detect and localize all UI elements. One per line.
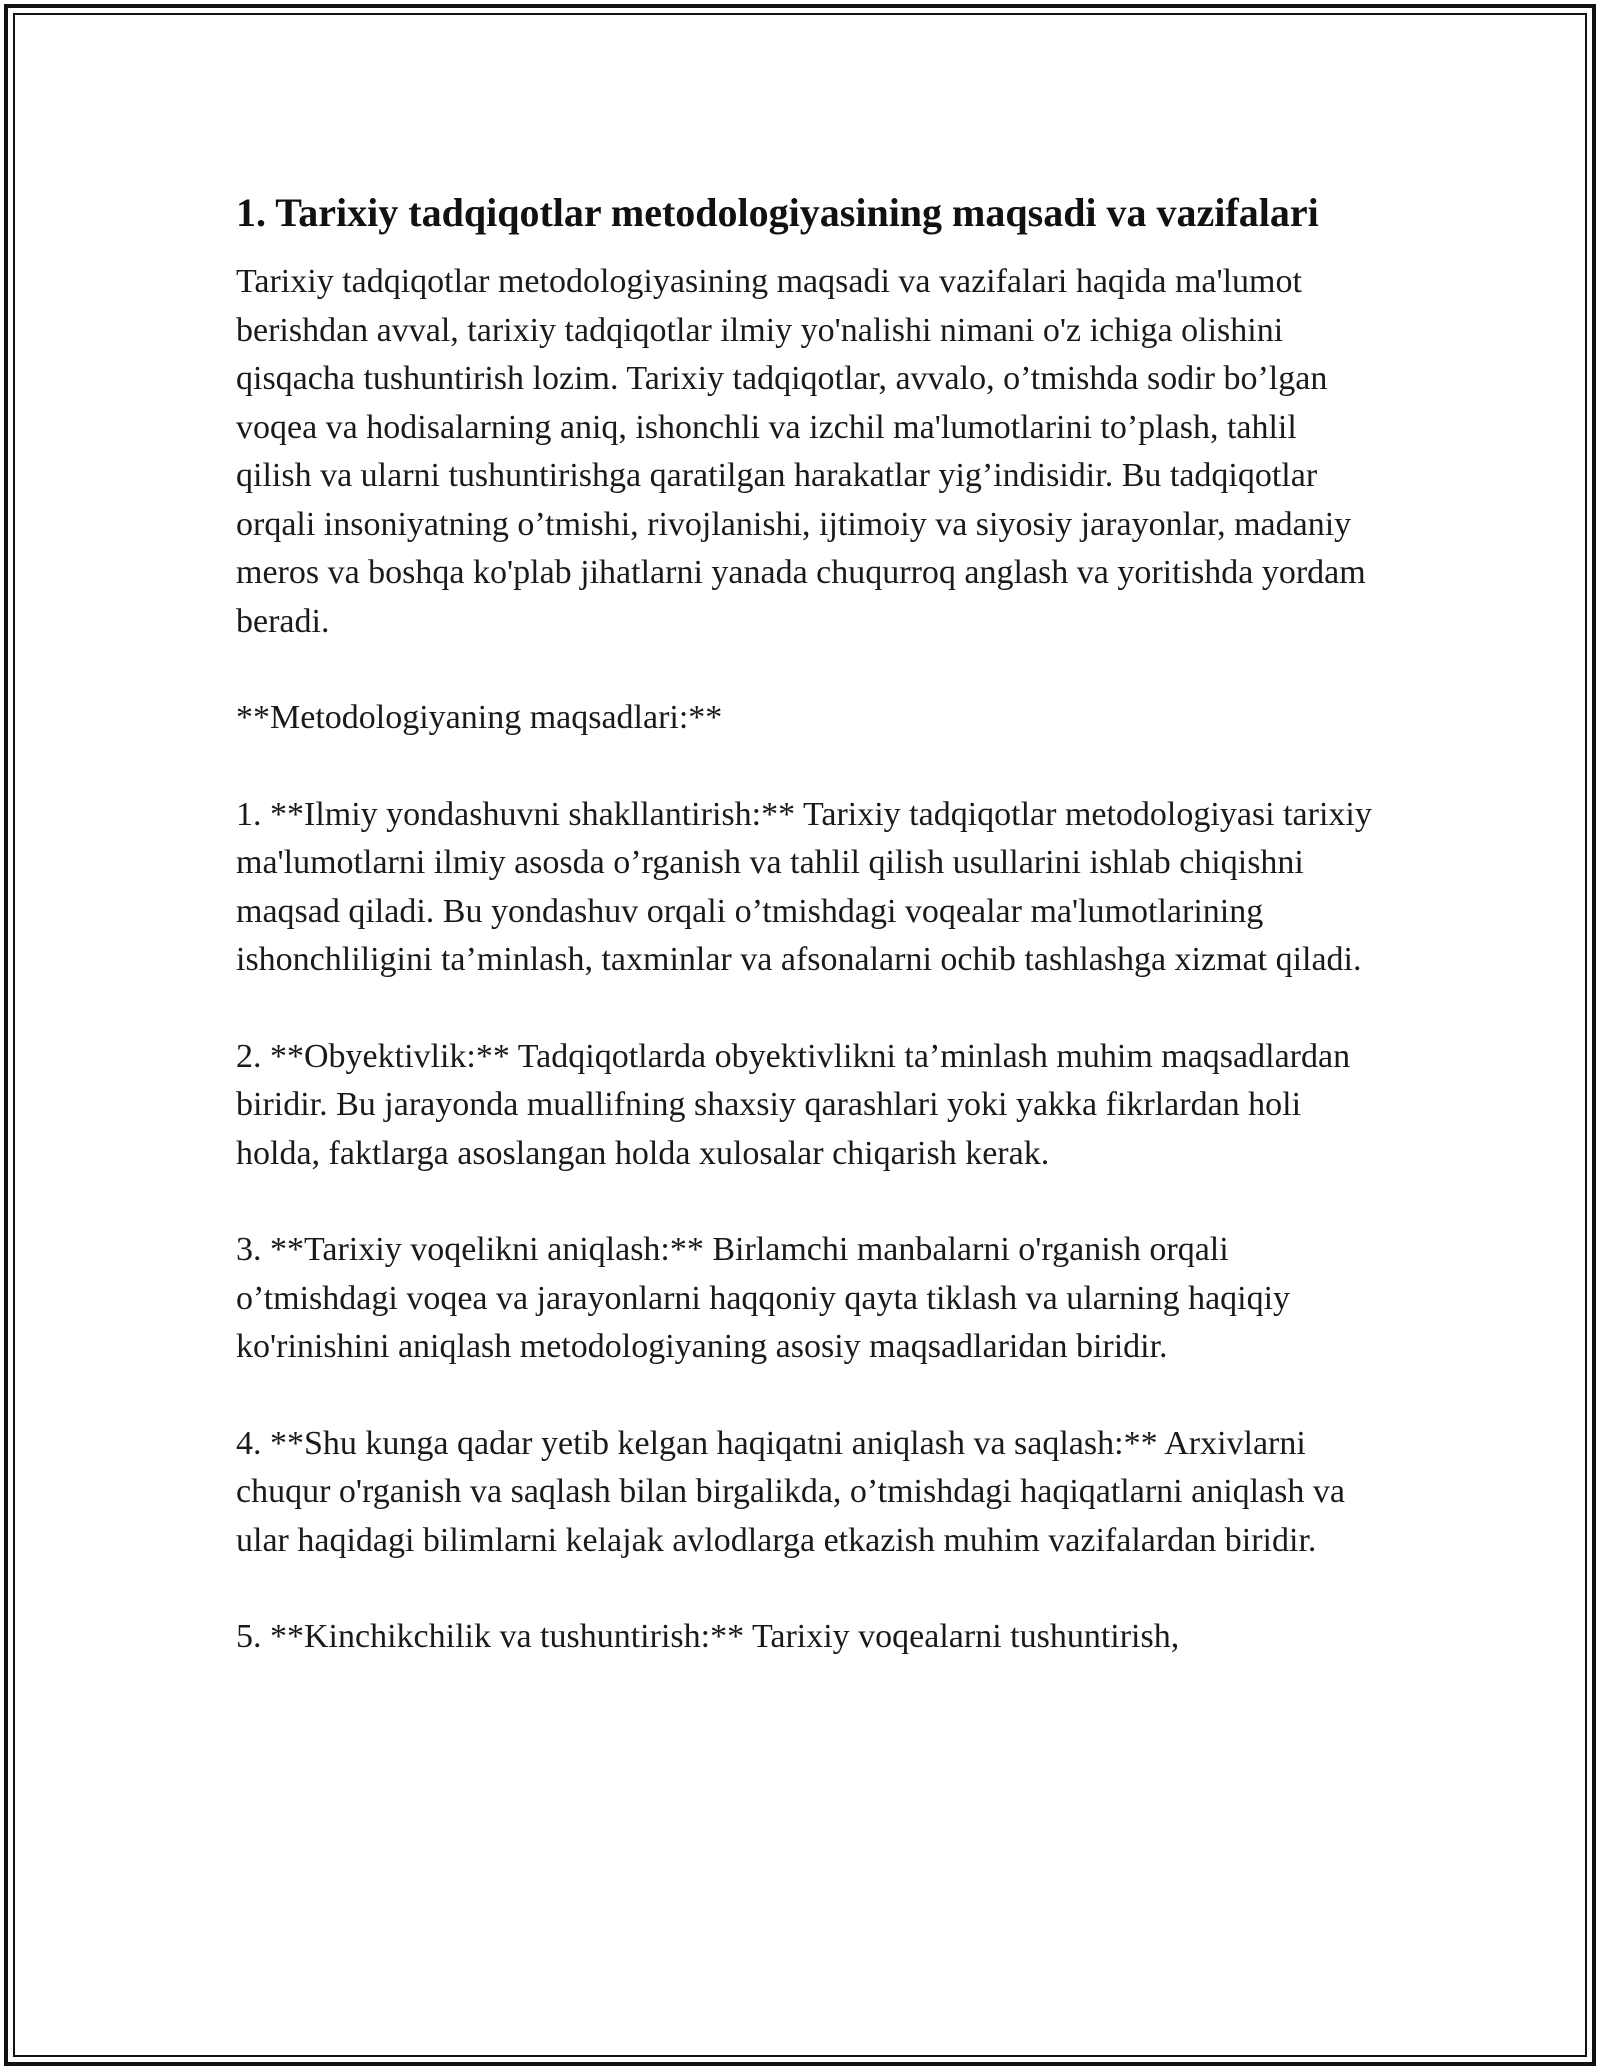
goal-item-3: 3. **Tarixiy voqelikni aniqlash:** Birlamchi manbalarni o'rganish orqali o’tmishdagi voqea va jarayonlarni haqqoniy qayta tiklash va ularning haqiqiy ko'rinishini aniqlash metodologiyaning asosiy maqsadlaridan biridir. (236, 1231, 1291, 1365)
goal-item-4: 4. **Shu kunga qadar yetib kelgan haqiqatni aniqlash va saqlash:** Arxivlarni chuqur o'rganish va saqlash bilan birgalikda, o’tmishdagi haqiqatlarni aniqlash va ular haqidagi bilimlarni kelajak avlodlarga etkazish muhim vazifalardan biridir. (236, 1424, 1346, 1559)
goal-item-1: 1. **Ilmiy yondashuvni shakllantirish:** Tarixiy tadqiqotlar metodologiyasi tarixiy ma'lumotlarni ilmiy asosda o’rganish va tahlil qilish usullarini ishlab chiqishni maqsad qiladi. Bu yondashuv orqali o’tmishdagi voqealar ma'lumotlarining ishonchliligini ta’minlash, taxminlar va afsonalarni ochib tashlashga xizmat qiladi. (236, 795, 1372, 978)
goal-item-2: 2. **Obyektivlik:** Tadqiqotlarda obyektivlikni ta’minlash muhim maqsadlardan biridir. Bu jarayonda muallifning shaxsiy qarashlari yoki yakka fikrlardan holi holda, faktlarga asoslangan holda xulosalar chiqarish kerak. (236, 1037, 1351, 1172)
section-heading: 1. Tarixiy tadqiqotlar metodologiyasining maqsadi va vazifalari (236, 190, 1319, 235)
goal-item-5: 5. **Kinchikchilik va tushuntirish:** Tarixiy voqealarni tushuntirish, (236, 1618, 1180, 1655)
goals-subheading: **Metodologiyaning maqsadlari:** (236, 699, 723, 736)
intro-paragraph: Tarixiy tadqiqotlar metodologiyasining maqsadi va vazifalari haqida ma'lumot berishdan avval, tarixiy tadqiqotlar ilmiy yo'nalishi nimani o'z ichiga olishini qisqacha tushuntirish lozim. Tarixiy tadqiqotlar, avvalo, o’tmishda sodir bo’lgan voqea va hodisalarning aniq, ishonchli va izchil ma'lumotlarini to’plash, tahlil qilish va ularni tushuntirishga qaratilgan harakatlar yig’indisidir. Bu tadqiqotlar orqali insoniyatning o’tmishi, rivojlanishi, ijtimoiy va siyosiy jarayonlar, madaniy meros va boshqa ko'plab jihatlarni yanada chuqurroq anglash va yoritishda yordam beradi. (236, 263, 1366, 640)
document-body (236, 186, 1376, 1710)
